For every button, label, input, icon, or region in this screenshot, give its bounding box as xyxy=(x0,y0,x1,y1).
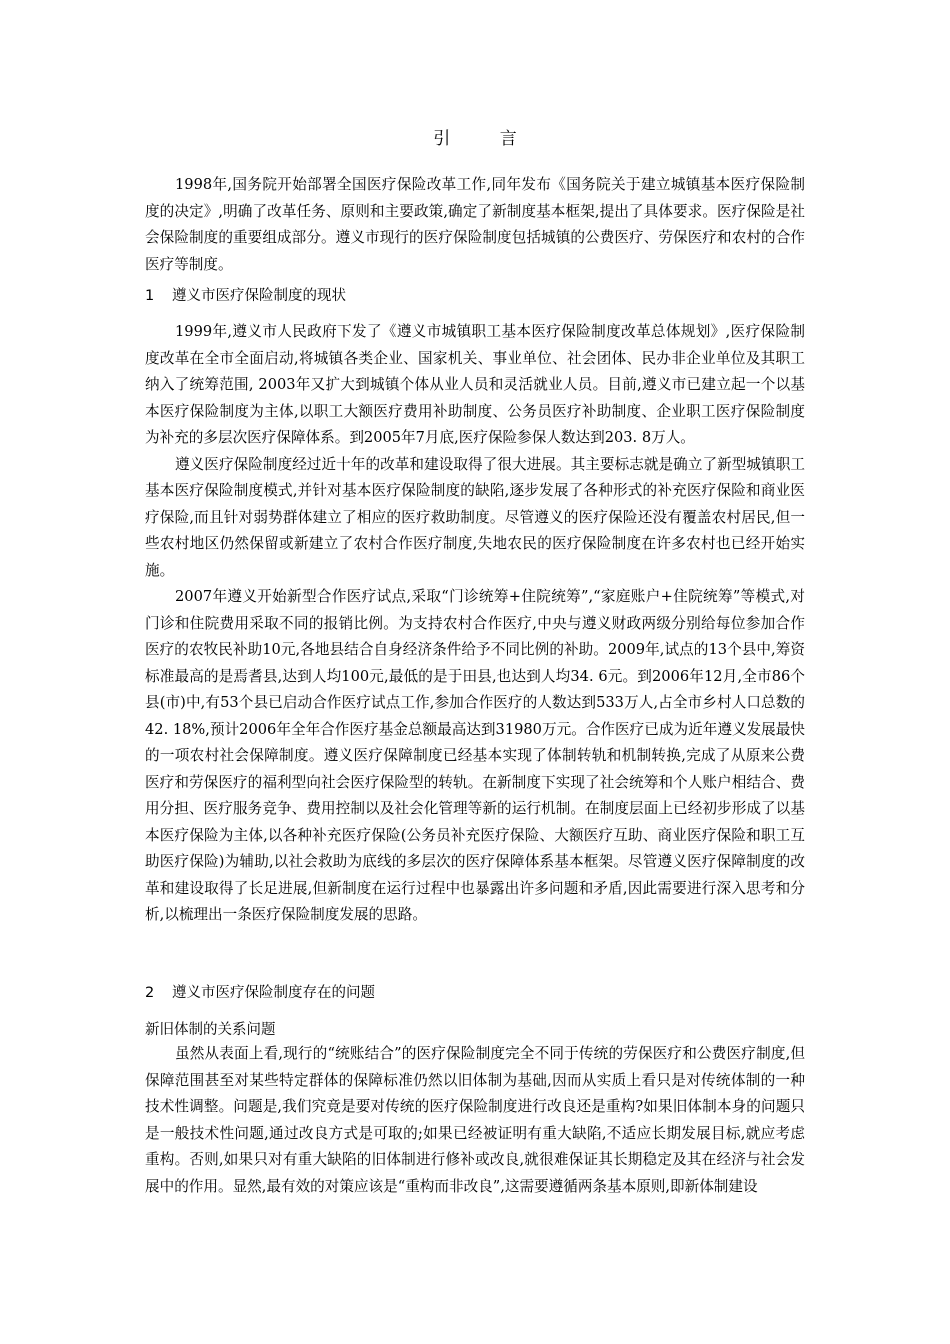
paragraph: 虽然从表面上看,现行的“统账结合”的医疗保险制度完全不同于传统的劳保医疗和公费医疗制度,但保障范围甚至对某些特定群体的保障标准仍然以旧体制为基础,因而从实质上看只是对传统体制的一种技术性调整。问题是,我们究竟是要对传统的医疗保险制度进行改良还是重构?如果旧体制本身的问题只是一般技术性问题,通过改良方式是可取的;如果已经被证明有重大缺陷,不适应长期发展目标,就应考虑重构。否则,如果只对有重大缺陷的旧体制进行修补或改良,就很难保证其长期稳定及其在经济与社会发展中的作用。显然,最有效的对策应该是“重构而非改良”,这需要遵循两条基本原则,即新体制建设 xyxy=(145,1045,806,1195)
subsection-title: 新旧体制的关系问题 xyxy=(145,1022,276,1038)
subsection-heading xyxy=(145,1019,276,1041)
section-2-heading xyxy=(145,982,375,1004)
intro-paragraph: 1998年,国务院开始部署全国医疗保险改革工作,同年发布《国务院关于建立城镇基本医疗保险制度的决定》,明确了改革任务、原则和主要政策,确定了新制度基本框架,提出了具体要求。医疗保险是社会保险制度的重要组成部分。遵义市现行的医疗保险制度包括城镇的公费医疗、劳保医疗和农村的合作医疗等制度。 xyxy=(145,176,805,273)
section-1-body xyxy=(145,319,805,929)
page-title: 引 言 xyxy=(433,129,539,149)
section-number: 1 xyxy=(145,288,155,304)
paragraph: 1999年,遵义市人民政府下发了《遵义市城镇职工基本医疗保险制度改革总体规划》,医疗保险制度改革在全市全面启动,将城镇各类企业、国家机关、事业单位、社会团体、民办非企业单位及其职工纳入了统筹范围, 2003年又扩大到城镇个体从业人员和灵活就业人员。目前,遵义市已建立起一个以基本医疗保险制度为主体,以职工大额医疗费用补助制度、公务员医疗补助制度、企业职工医疗保险制度为补充的多层次医疗保障体系。到2005年7月底,医疗保险参保人数达到203. 8万人。 xyxy=(145,323,805,446)
section-title: 遵义市医疗保险制度存在的问题 xyxy=(172,985,375,1001)
paragraph: 遵义医疗保险制度经过近十年的改革和建设取得了很大进展。其主要标志就是确立了新型城镇职工基本医疗保险制度模式,并针对基本医疗保险制度的缺陷,逐步发展了各种形式的补充医疗保险和商业医疗保险,而且针对弱势群体建立了相应的医疗救助制度。尽管遵义的医疗保险还没有覆盖农村居民,但一些农村地区仍然保留或新建立了农村合作医疗制度,失地农民的医疗保险制度在许多农村也已经开始实施。 xyxy=(145,455,805,579)
paragraph: 2007年遵义开始新型合作医疗试点,采取“门诊统筹+住院统筹”,“家庭账户+住院统筹”等模式,对门诊和住院费用采取不同的报销比例。为支持农村合作医疗,中央与遵义财政两级分别给每位参加合作医疗的农牧民补助10元,各地县结合自身经济条件给予不同比例的补助。2009年,试点的13个县中,筹资标准最高的是焉耆县,达到人均100元,最低的是于田县,也达到人均34. 6元。到2006年12月,全市86个县(市)中,有53个县已启动合作医疗试点工作,参加合作医疗的人数达到533万人,占全市乡村人口总数的42. 18%,预计2006年全年合作医疗基金总额最高达到31980万元。合作医疗已成为近年遵义发展最快的一项农村社会保障制度。遵义医疗保障制度已经基本实现了体制转轨和机制转换,完成了从原来公费医疗和劳保医疗的福利型向社会医疗保险型的转轨。在新制度下实现了社会统筹和个人账户相结合、费用分担、医疗服务竞争、费用控制以及社会化管理等新的运行机制。在制度层面上已经初步形成了以基本医疗保险为主体,以各种补充医疗保险(公务员补充医疗保险、大额医疗互助、商业医疗保险和职工互助医疗保险)为辅助,以社会救助为底线的多层次的医疗保障体系基本框架。尽管遵义医疗保障制度的改革和建设取得了长足进展,但新制度在运行过程中也暴露出许多问题和矛盾,因此需要进行深入思考和分析,以梳理出一条医疗保险制度发展的思路。 xyxy=(145,588,805,923)
section-2-body xyxy=(145,1041,805,1200)
section-title: 遵义市医疗保险制度的现状 xyxy=(172,288,346,304)
intro-section xyxy=(145,172,805,278)
section-1-heading xyxy=(145,285,346,307)
section-number: 2 xyxy=(145,985,155,1001)
